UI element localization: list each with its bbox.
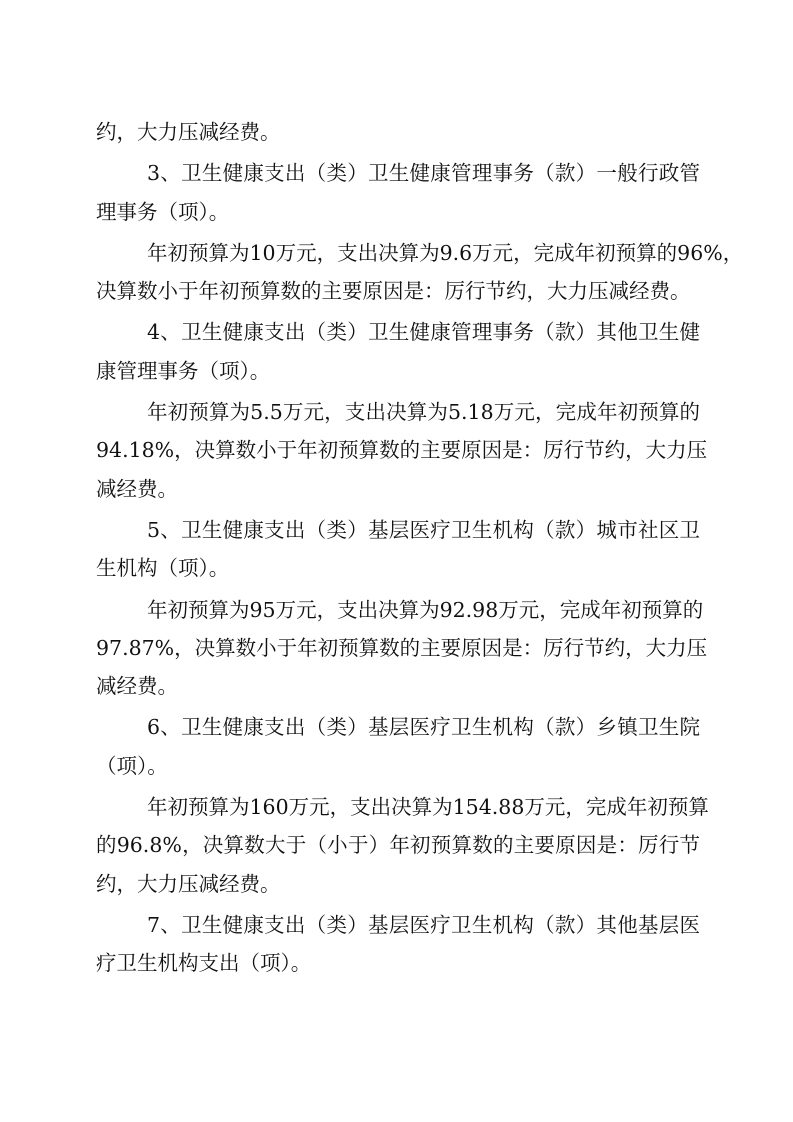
text-line: 生机构（项）。 — [96, 556, 230, 581]
paragraph-item-4-heading — [96, 313, 700, 390]
text-line: 97.87%，决算数小于年初预算数的主要原因是：厉行节约，大力压 — [96, 635, 708, 660]
text-line: 5、卫生健康支出（类）基层医疗卫生机构（款）城市社区卫 — [147, 517, 700, 542]
text-line: 约，大力压减经费。 — [96, 120, 281, 144]
paragraph-item-3-heading — [96, 154, 700, 231]
text-line: 年初预算为5.5万元，支出决算为5.18万元，完成年初预算的 — [147, 400, 700, 425]
text-line: 年初预算为10万元，支出决算为9.6万元，完成年初预算的96%， — [147, 240, 744, 265]
text-line: 4、卫生健康支出（类）卫生健康管理事务（款）其他卫生健 — [147, 320, 700, 345]
text-line: 的96.8%，决算数大于（小于）年初预算数的主要原因是：厉行节 — [96, 833, 700, 858]
text-line: 7、卫生健康支出（类）基层医疗卫生机构（款）其他基层医 — [147, 912, 700, 937]
paragraph-continuation — [96, 113, 700, 151]
document-body — [96, 113, 744, 986]
text-line: 减经费。 — [96, 476, 178, 501]
text-line: 年初预算为95万元，支出决算为92.98万元，完成年初预算的 — [147, 597, 704, 622]
paragraph-item-6-heading — [96, 708, 700, 785]
paragraph-item-7-heading — [96, 906, 700, 983]
text-line: 理事务（项）。 — [96, 199, 230, 224]
text-line: （项）。 — [96, 753, 168, 778]
text-line: 疗卫生机构支出（项）。 — [96, 951, 312, 976]
text-line: 康管理事务（项）。 — [96, 358, 271, 383]
text-line: 3、卫生健康支出（类）卫生健康管理事务（款）一般行政管 — [147, 161, 700, 186]
text-line: 决算数小于年初预算数的主要原因是：厉行节约，大力压减经费。 — [96, 279, 691, 304]
paragraph-item-3-detail — [96, 234, 744, 311]
text-line: 年初预算为160万元，支出决算为154.88万元，完成年初预算 — [147, 795, 709, 820]
paragraph-item-6-detail — [96, 788, 709, 903]
text-line: 94.18%，决算数小于年初预算数的主要原因是：厉行节约，大力压 — [96, 438, 708, 463]
paragraph-item-4-detail — [96, 393, 708, 508]
text-line: 约，大力压减经费。 — [96, 871, 281, 896]
paragraph-item-5-heading — [96, 511, 700, 588]
paragraph-item-5-detail — [96, 591, 708, 706]
text-line: 6、卫生健康支出（类）基层医疗卫生机构（款）乡镇卫生院 — [147, 715, 700, 740]
text-line: 减经费。 — [96, 674, 178, 699]
